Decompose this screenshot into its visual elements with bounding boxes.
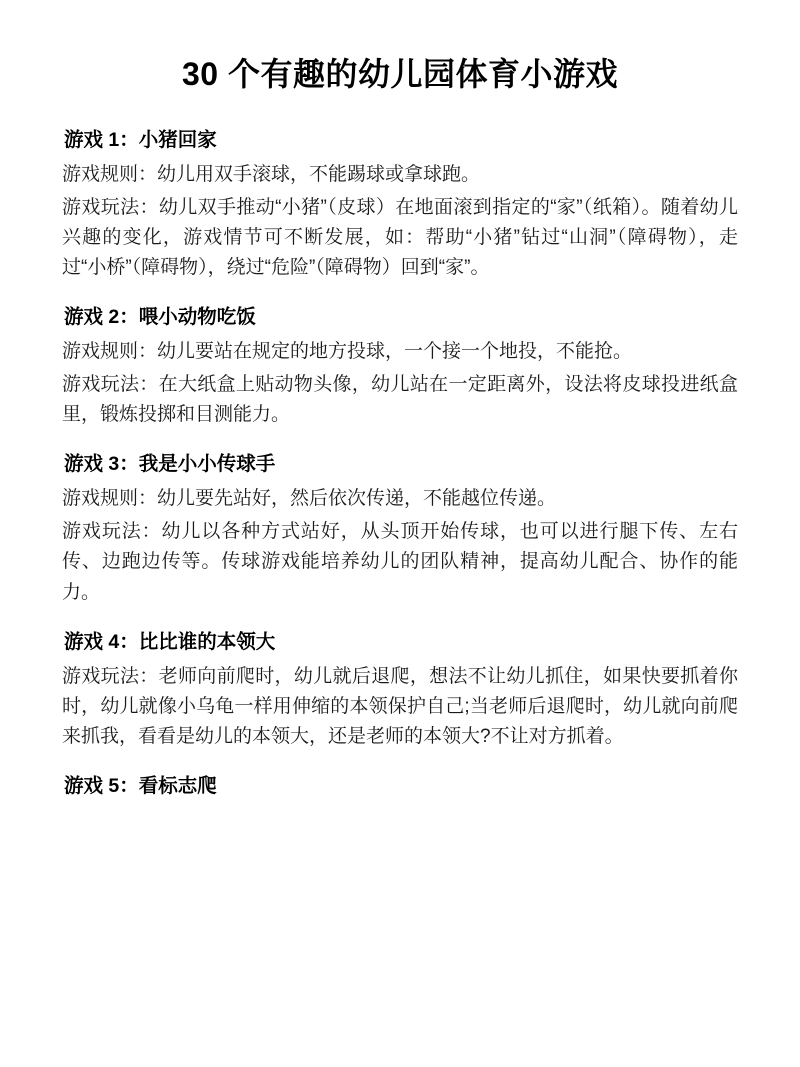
game-rules-3: 游戏规则：幼儿要先站好，然后依次传递，不能越位传递。: [62, 488, 557, 510]
game-heading-4: 游戏 4：比比谁的本领大: [64, 630, 276, 653]
game-section-5: [62, 772, 738, 801]
game-play-2: 游戏玩法：在大纸盒上贴动物头像，幼儿站在一定距离外，设法将皮球投进纸盒里，锻炼投掷和目测能力。: [62, 374, 738, 426]
game-section-3: [62, 450, 738, 607]
game-heading-1: 游戏 1：小猪回家: [64, 128, 217, 151]
game-section-1: [62, 126, 738, 283]
game-section-2: [62, 303, 738, 430]
game-play-3: 游戏玩法：幼儿以各种方式站好，从头顶开始传球，也可以进行腿下传、左右传、边跑边传等。传球游戏能培养幼儿的团队精神，提高幼儿配合、协作的能力。: [62, 521, 738, 603]
game-section-4: [62, 628, 738, 752]
game-rules-2: 游戏规则：幼儿要站在规定的地方投球，一个接一个地投，不能抢。: [62, 341, 633, 363]
page-title: 30 个有趣的幼儿园体育小游戏: [182, 56, 618, 92]
game-heading-2: 游戏 2：喂小动物吃饭: [64, 305, 256, 328]
game-play-1: 游戏玩法：幼儿双手推动“小猪”（皮球）在地面滚到指定的“家”（纸箱）。随着幼儿兴趣的变化，游戏情节可不断发展，如：帮助“小猪”钻过“山洞”（障碍物），走过“小桥”（障碍物），绕过“危险”（障碍物）回到“家”。: [62, 196, 738, 278]
game-rules-1: 游戏规则：幼儿用双手滚球，不能踢球或拿球跑。: [62, 163, 481, 185]
game-play-4: 游戏玩法：老师向前爬时，幼儿就后退爬，想法不让幼儿抓住，如果快要抓着你时，幼儿就像小乌龟一样用伸缩的本领保护自己;当老师后退爬时，幼儿就向前爬来抓我，看看是幼儿的本领大，还是老师的本领大?不让对方抓着。: [62, 665, 738, 747]
game-heading-5: 游戏 5：看标志爬: [64, 774, 217, 797]
game-heading-3: 游戏 3：我是小小传球手: [64, 453, 276, 476]
